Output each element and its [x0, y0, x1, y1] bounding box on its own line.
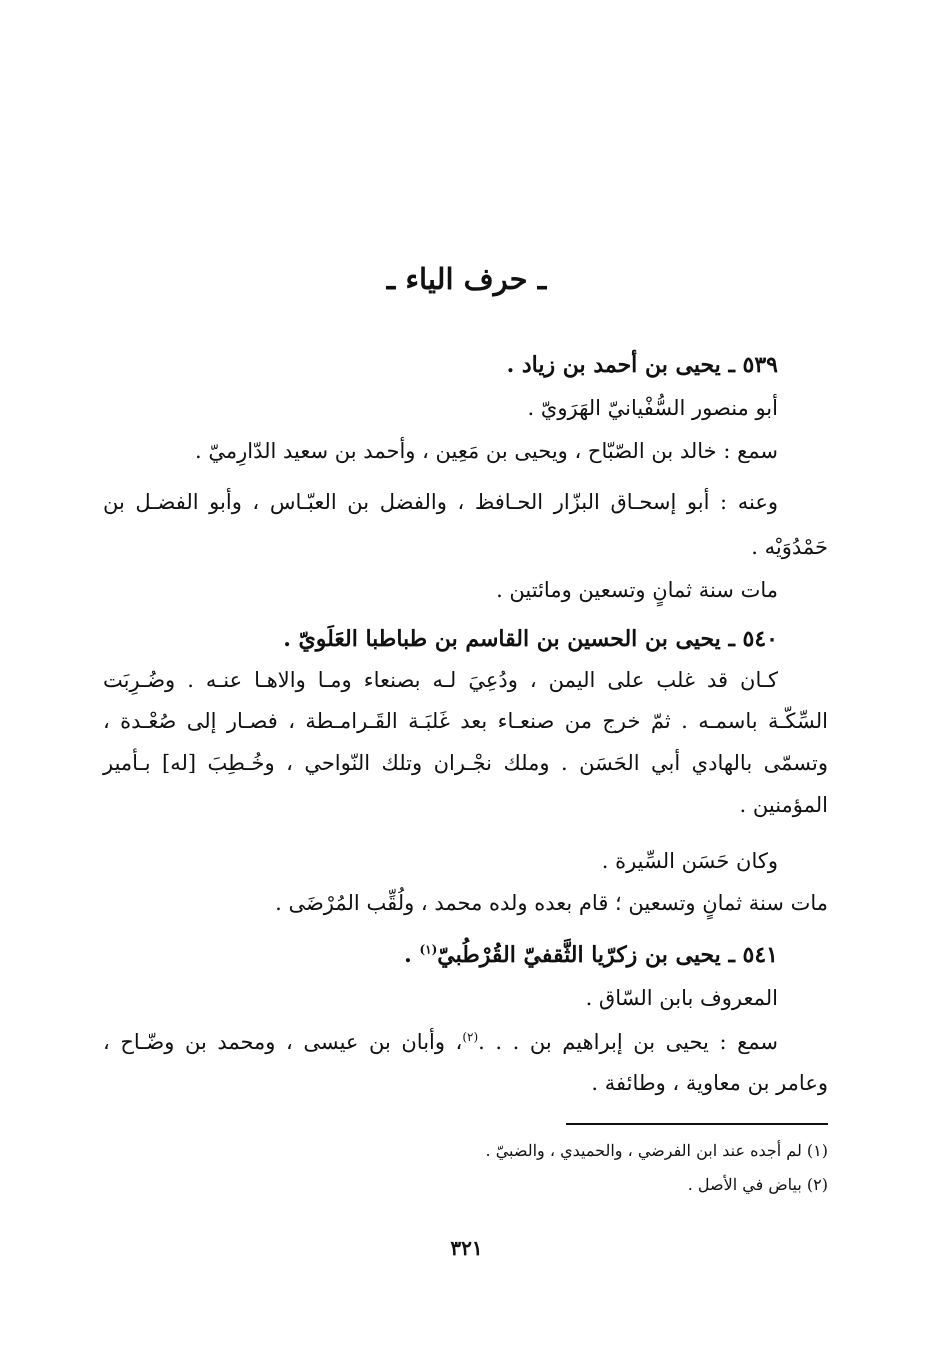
entry-540-bio-line3: وتسمّى بالهادي أبي الحَسَن . وملك نجْـران وتلك النّواحي ، وخُـطِبَ [له] بـأمير	[103, 751, 828, 775]
entry-540-bio-line1: كـان قد غلب على اليمن ، ودُعِيَ لـه بصنعاء ومـا والاهـا عنـه . وضُـرِبَت	[103, 668, 778, 692]
entry-539-death: مات سنة ثمانٍ وتسعين ومائتين .	[496, 578, 778, 602]
entry-540-death: مات سنة ثمانٍ وتسعين ؛ قام بعده ولده محمد ، ولُقِّب المُرْضَى .	[275, 891, 828, 915]
entry-540-sira: وكان حَسَن السِّيرة .	[601, 849, 778, 873]
entry-541-sami-line1	[103, 1030, 828, 1054]
entry-541-heading	[103, 942, 828, 968]
footnote-ref-2: (٢)	[462, 1030, 479, 1044]
entry-540-bio-line4: المؤمنين .	[739, 793, 828, 817]
entry-539-heading: ٥٣٩ ـ يحيى بن أحمد بن زياد .	[506, 352, 778, 378]
entry-541-heading-end: .	[404, 942, 420, 968]
entry-541-known: المعروف بابن السّاق .	[585, 986, 778, 1010]
entry-539-sami: سمع : خالد بن الصّبّاح ، ويحيى بن مَعِين ، وأحمد بن سعيد الدّارِميّ .	[195, 439, 778, 463]
entry-539-anhu-line2: حَمْدُوَيْه .	[751, 535, 828, 559]
footnote-2: (٢) بياض في الأصل .	[687, 1175, 828, 1194]
footnote-ref-1: (١)	[419, 942, 438, 957]
entry-541-heading-text: ٥٤١ ـ يحيى بن زكرّيا الثَّقفيّ القُرْطُبيّ	[437, 942, 778, 968]
entry-539-kunya: أبو منصور السُّفْيانيّ الهَرَويّ .	[527, 396, 778, 420]
entry-541-sami-part-b: ، وأبان بن عيسى ، ومحمد بن وضّـاح ،	[103, 1030, 463, 1054]
entry-540-bio-line2: السِّكّـة باسمـه . ثمّ خرج من صنعـاء بعد غَلبَـة القَـرامـطة ، فصـار إلى صُعْـدة ،	[103, 709, 828, 733]
entry-540-heading: ٥٤٠ ـ يحيى بن الحسين بن القاسم بن طباطبا العَلَويّ .	[283, 626, 778, 652]
page-number: ٣٢١	[450, 1236, 483, 1260]
footnote-1: (١) لم أجده عند ابن الفرضي ، والحميدي ، والضبيّ .	[485, 1141, 828, 1160]
footnote-divider	[566, 1123, 828, 1125]
entry-541-sami-part-a: سمع : يحيى بن إبراهيم بن . . .	[478, 1030, 778, 1054]
chapter-title: ـ حرف الياء ـ	[386, 262, 547, 296]
entry-539-anhu-line1: وعنه : أبو إسحـاق البزّار الحـافظ ، والفضل بن العبّـاس ، وأبو الفضـل بن	[103, 490, 778, 514]
entry-541-sami-line2: وعامر بن معاوية ، وطائفة .	[591, 1071, 828, 1095]
